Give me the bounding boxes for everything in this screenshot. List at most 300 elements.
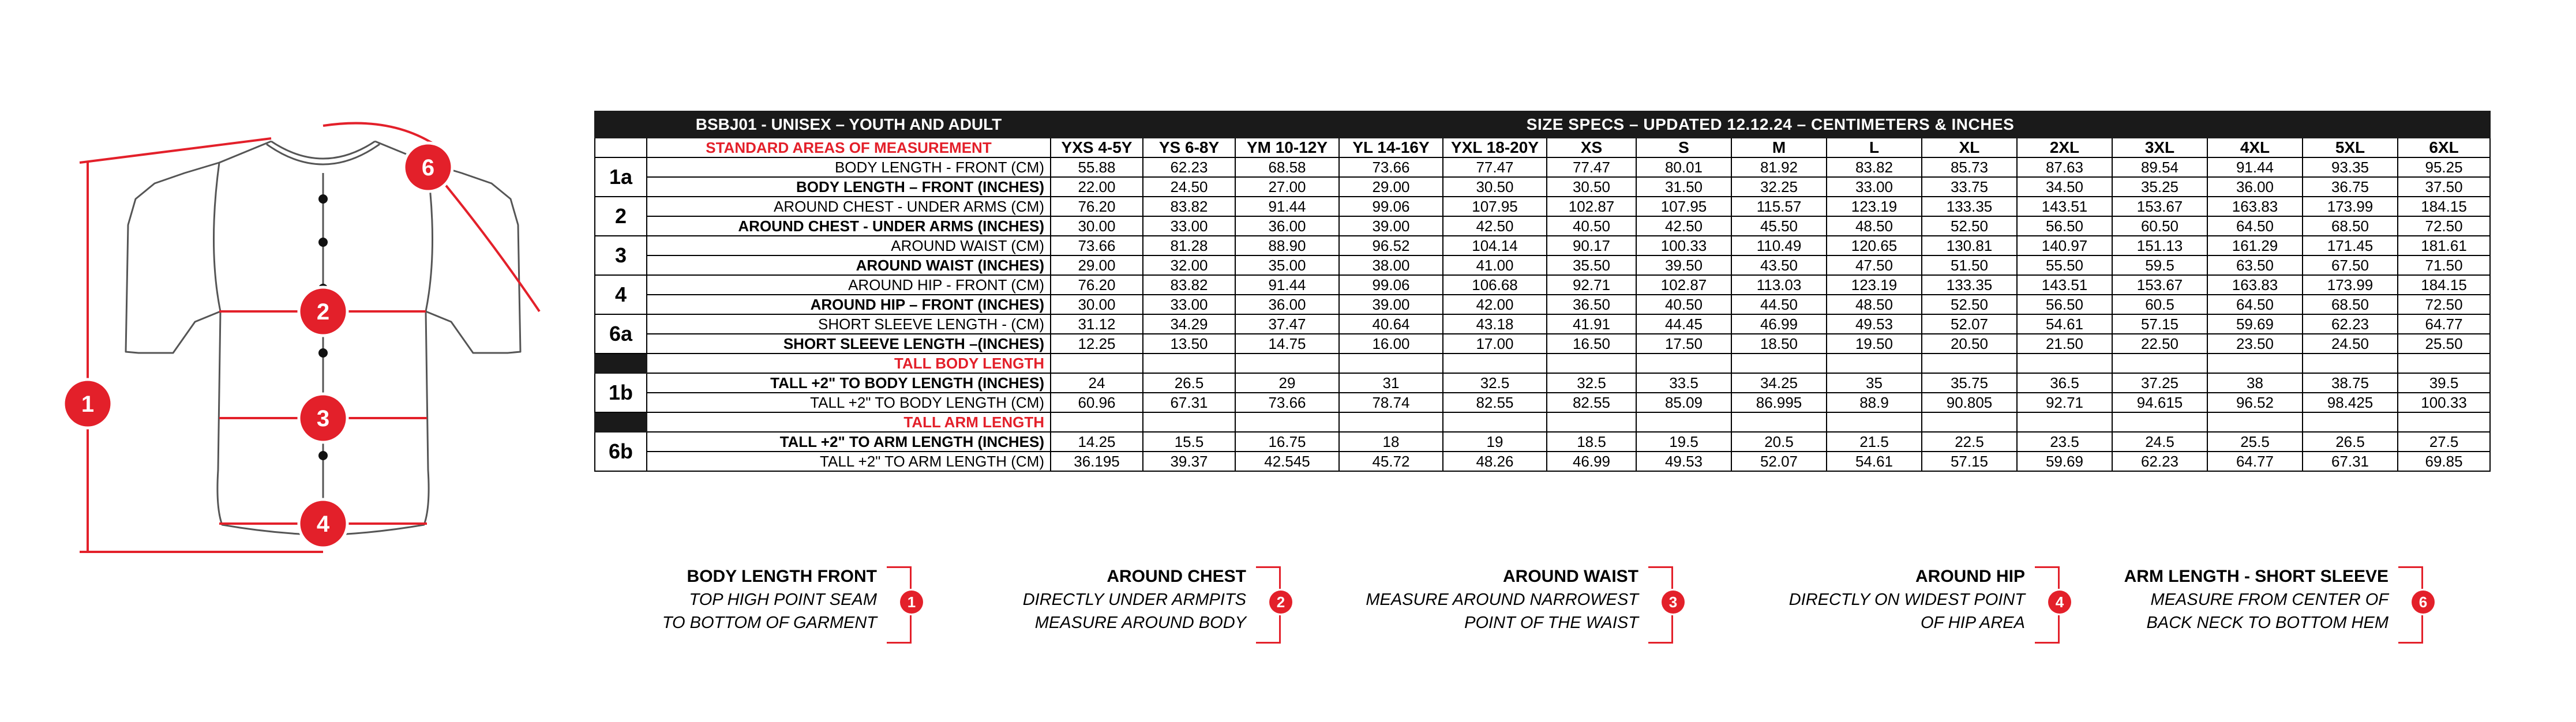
value-cell: 35 bbox=[1827, 373, 1922, 393]
row-label: TALL +2" TO ARM LENGTH (INCHES) bbox=[647, 432, 1051, 452]
value-cell: 30.50 bbox=[1547, 177, 1636, 197]
value-cell: 67.31 bbox=[1143, 393, 1235, 412]
value-cell: 184.15 bbox=[2398, 197, 2490, 216]
value-cell: 42.545 bbox=[1235, 452, 1339, 471]
value-cell: 39.00 bbox=[1339, 216, 1443, 236]
value-cell: 47.50 bbox=[1827, 255, 1922, 275]
value-cell: 27.5 bbox=[2398, 432, 2490, 452]
table-row bbox=[595, 255, 2490, 275]
empty-cell bbox=[1339, 354, 1443, 373]
empty-cell bbox=[1051, 412, 1143, 432]
legend-title: AROUND WAIST bbox=[1503, 567, 1638, 586]
value-cell: 93.35 bbox=[2303, 157, 2398, 177]
value-cell: 18.5 bbox=[1547, 432, 1636, 452]
value-cell: 99.06 bbox=[1339, 275, 1443, 295]
row-label: AROUND CHEST - UNDER ARMS (INCHES) bbox=[647, 216, 1051, 236]
value-cell: 60.96 bbox=[1051, 393, 1143, 412]
legend-around-chest bbox=[1015, 565, 1292, 646]
value-cell: 123.19 bbox=[1827, 275, 1922, 295]
value-cell: 33.00 bbox=[1143, 295, 1235, 314]
row-label: SHORT SLEEVE LENGTH - (CM) bbox=[647, 314, 1051, 334]
value-cell: 76.20 bbox=[1051, 275, 1143, 295]
value-cell: 22.00 bbox=[1051, 177, 1143, 197]
row-label: SHORT SLEEVE LENGTH –(INCHES) bbox=[647, 334, 1051, 354]
legend-arm-length bbox=[2123, 565, 2435, 646]
value-cell: 123.19 bbox=[1827, 197, 1922, 216]
table-row bbox=[595, 452, 2490, 471]
value-cell: 153.67 bbox=[2112, 275, 2207, 295]
value-cell: 151.13 bbox=[2112, 236, 2207, 255]
value-cell: 43.18 bbox=[1443, 314, 1547, 334]
table-row bbox=[595, 393, 2490, 412]
value-cell: 18.50 bbox=[1731, 334, 1827, 354]
value-cell: 39.5 bbox=[2398, 373, 2490, 393]
value-cell: 37.25 bbox=[2112, 373, 2207, 393]
empty-cell bbox=[2017, 412, 2112, 432]
value-cell: 133.35 bbox=[1922, 197, 2017, 216]
value-cell: 55.88 bbox=[1051, 157, 1143, 177]
value-cell: 33.75 bbox=[1922, 177, 2017, 197]
empty-cell bbox=[1339, 412, 1443, 432]
marker-1 bbox=[63, 379, 112, 428]
value-cell: 57.15 bbox=[1922, 452, 2017, 471]
size-header: 3XL bbox=[2112, 138, 2207, 157]
value-cell: 14.25 bbox=[1051, 432, 1143, 452]
value-cell: 173.99 bbox=[2303, 275, 2398, 295]
value-cell: 96.52 bbox=[2207, 393, 2303, 412]
value-cell: 31.50 bbox=[1636, 177, 1731, 197]
value-cell: 85.09 bbox=[1636, 393, 1731, 412]
value-cell: 59.5 bbox=[2112, 255, 2207, 275]
value-cell: 88.90 bbox=[1235, 236, 1339, 255]
row-label: AROUND HIP - FRONT (CM) bbox=[647, 275, 1051, 295]
empty-cell bbox=[1922, 412, 2017, 432]
group-label: 6b bbox=[595, 432, 647, 471]
value-cell: 21.50 bbox=[2017, 334, 2112, 354]
value-cell: 92.71 bbox=[2017, 393, 2112, 412]
empty-cell bbox=[1547, 354, 1636, 373]
value-cell: 18 bbox=[1339, 432, 1443, 452]
value-cell: 106.68 bbox=[1443, 275, 1547, 295]
value-cell: 31 bbox=[1339, 373, 1443, 393]
empty-cell bbox=[2207, 354, 2303, 373]
legend-number-badge: 3 bbox=[1662, 591, 1685, 614]
value-cell: 89.54 bbox=[2112, 157, 2207, 177]
value-cell: 39.37 bbox=[1143, 452, 1235, 471]
legend-title: ARM LENGTH - SHORT SLEEVE bbox=[2124, 567, 2388, 586]
legend-number-badge: 4 bbox=[2048, 591, 2071, 614]
value-cell: 62.23 bbox=[1143, 157, 1235, 177]
svg-text:6: 6 bbox=[421, 155, 435, 180]
value-cell: 33.5 bbox=[1636, 373, 1731, 393]
value-cell: 24 bbox=[1051, 373, 1143, 393]
value-cell: 69.85 bbox=[2398, 452, 2490, 471]
svg-text:3: 3 bbox=[316, 406, 330, 431]
value-cell: 62.23 bbox=[2112, 452, 2207, 471]
value-cell: 45.72 bbox=[1339, 452, 1443, 471]
size-header: 5XL bbox=[2303, 138, 2398, 157]
value-cell: 12.25 bbox=[1051, 334, 1143, 354]
size-header: XS bbox=[1547, 138, 1636, 157]
value-cell: 184.15 bbox=[2398, 275, 2490, 295]
value-cell: 40.50 bbox=[1636, 295, 1731, 314]
value-cell: 29 bbox=[1235, 373, 1339, 393]
value-cell: 63.50 bbox=[2207, 255, 2303, 275]
size-header: S bbox=[1636, 138, 1731, 157]
value-cell: 36.5 bbox=[2017, 373, 2112, 393]
legend-desc-line: TOP HIGH POINT SEAM bbox=[689, 591, 877, 609]
section-label: TALL ARM LENGTH bbox=[647, 412, 1051, 432]
value-cell: 36.00 bbox=[1235, 295, 1339, 314]
table-title-row bbox=[595, 111, 2490, 138]
empty-cell bbox=[2017, 354, 2112, 373]
value-cell: 81.28 bbox=[1143, 236, 1235, 255]
value-cell: 62.23 bbox=[2303, 314, 2398, 334]
value-cell: 48.50 bbox=[1827, 216, 1922, 236]
value-cell: 48.50 bbox=[1827, 295, 1922, 314]
value-cell: 83.82 bbox=[1143, 197, 1235, 216]
value-cell: 104.14 bbox=[1443, 236, 1547, 255]
legend-around-hip bbox=[1748, 565, 2071, 646]
empty-cell bbox=[2398, 412, 2490, 432]
value-cell: 71.50 bbox=[2398, 255, 2490, 275]
value-cell: 73.66 bbox=[1051, 236, 1143, 255]
value-cell: 52.50 bbox=[1922, 295, 2017, 314]
row-label: TALL +2" TO BODY LENGTH (INCHES) bbox=[647, 373, 1051, 393]
value-cell: 37.50 bbox=[2398, 177, 2490, 197]
legend-desc-line: MEASURE FROM CENTER OF bbox=[2150, 591, 2388, 609]
size-header: YS 6-8Y bbox=[1143, 138, 1235, 157]
legend-desc-line: DIRECTLY UNDER ARMPITS bbox=[1022, 591, 1246, 609]
value-cell: 64.50 bbox=[2207, 216, 2303, 236]
value-cell: 82.55 bbox=[1547, 393, 1636, 412]
value-cell: 36.195 bbox=[1051, 452, 1143, 471]
value-cell: 98.425 bbox=[2303, 393, 2398, 412]
value-cell: 67.31 bbox=[2303, 452, 2398, 471]
row-label: BODY LENGTH – FRONT (INCHES) bbox=[647, 177, 1051, 197]
empty-cell bbox=[2398, 354, 2490, 373]
value-cell: 25.5 bbox=[2207, 432, 2303, 452]
value-cell: 26.5 bbox=[2303, 432, 2398, 452]
value-cell: 52.07 bbox=[1731, 452, 1827, 471]
empty-cell bbox=[2303, 412, 2398, 432]
value-cell: 81.92 bbox=[1731, 157, 1827, 177]
value-cell: 83.82 bbox=[1827, 157, 1922, 177]
value-cell: 30.00 bbox=[1051, 295, 1143, 314]
group-cell-dark bbox=[595, 354, 647, 373]
table-row bbox=[595, 432, 2490, 452]
value-cell: 49.53 bbox=[1636, 452, 1731, 471]
value-cell: 77.47 bbox=[1443, 157, 1547, 177]
group-label: 6a bbox=[595, 314, 647, 354]
group-label: 2 bbox=[595, 197, 647, 236]
table-row bbox=[595, 157, 2490, 177]
value-cell: 78.74 bbox=[1339, 393, 1443, 412]
value-cell: 48.26 bbox=[1443, 452, 1547, 471]
value-cell: 64.50 bbox=[2207, 295, 2303, 314]
value-cell: 17.50 bbox=[1636, 334, 1731, 354]
empty-cell bbox=[1235, 412, 1339, 432]
value-cell: 96.52 bbox=[1339, 236, 1443, 255]
row-label: TALL +2" TO BODY LENGTH (CM) bbox=[647, 393, 1051, 412]
value-cell: 64.77 bbox=[2398, 314, 2490, 334]
value-cell: 102.87 bbox=[1547, 197, 1636, 216]
marker-2 bbox=[299, 287, 347, 336]
empty-cell bbox=[1636, 354, 1731, 373]
value-cell: 44.50 bbox=[1731, 295, 1827, 314]
value-cell: 39.50 bbox=[1636, 255, 1731, 275]
empty-cell bbox=[1731, 412, 1827, 432]
value-cell: 34.29 bbox=[1143, 314, 1235, 334]
value-cell: 54.61 bbox=[2017, 314, 2112, 334]
value-cell: 120.65 bbox=[1827, 236, 1922, 255]
value-cell: 38.00 bbox=[1339, 255, 1443, 275]
value-cell: 90.805 bbox=[1922, 393, 2017, 412]
size-header-row bbox=[595, 138, 2490, 157]
table-title-left: BSBJ01 - UNISEX – YOUTH AND ADULT bbox=[647, 111, 1051, 138]
value-cell: 46.99 bbox=[1547, 452, 1636, 471]
value-cell: 56.50 bbox=[2017, 216, 2112, 236]
value-cell: 163.83 bbox=[2207, 275, 2303, 295]
value-cell: 67.50 bbox=[2303, 255, 2398, 275]
value-cell: 45.50 bbox=[1731, 216, 1827, 236]
legend-desc-line: MEASURE AROUND NARROWEST bbox=[1366, 591, 1638, 609]
value-cell: 33.00 bbox=[1143, 216, 1235, 236]
value-cell: 60.5 bbox=[2112, 295, 2207, 314]
marker-6 bbox=[404, 143, 452, 191]
value-cell: 21.5 bbox=[1827, 432, 1922, 452]
empty-cell bbox=[2303, 354, 2398, 373]
value-cell: 143.51 bbox=[2017, 275, 2112, 295]
row-label: AROUND WAIST (CM) bbox=[647, 236, 1051, 255]
value-cell: 44.45 bbox=[1636, 314, 1731, 334]
table-row bbox=[595, 177, 2490, 197]
value-cell: 171.45 bbox=[2303, 236, 2398, 255]
value-cell: 55.50 bbox=[2017, 255, 2112, 275]
section-row-tall-body bbox=[595, 354, 2490, 373]
empty-cell bbox=[1827, 412, 1922, 432]
legend-body-length bbox=[662, 565, 923, 646]
value-cell: 99.06 bbox=[1339, 197, 1443, 216]
value-cell: 100.33 bbox=[1636, 236, 1731, 255]
value-cell: 36.00 bbox=[2207, 177, 2303, 197]
empty-cell bbox=[1051, 354, 1143, 373]
value-cell: 68.58 bbox=[1235, 157, 1339, 177]
empty-cell bbox=[2207, 412, 2303, 432]
value-cell: 64.77 bbox=[2207, 452, 2303, 471]
empty-cell bbox=[1731, 354, 1827, 373]
value-cell: 36.00 bbox=[1235, 216, 1339, 236]
empty-cell bbox=[1143, 412, 1235, 432]
value-cell: 51.50 bbox=[1922, 255, 2017, 275]
value-cell: 41.91 bbox=[1547, 314, 1636, 334]
legend-desc-line: MEASURE AROUND BODY bbox=[1034, 614, 1246, 632]
value-cell: 32.00 bbox=[1143, 255, 1235, 275]
legend-desc-line: POINT OF THE WAIST bbox=[1464, 614, 1638, 632]
value-cell: 30.00 bbox=[1051, 216, 1143, 236]
row-label: AROUND CHEST - UNDER ARMS (CM) bbox=[647, 197, 1051, 216]
size-header: 6XL bbox=[2398, 138, 2490, 157]
value-cell: 52.50 bbox=[1922, 216, 2017, 236]
value-cell: 13.50 bbox=[1143, 334, 1235, 354]
svg-text:1: 1 bbox=[81, 392, 95, 417]
table-row bbox=[595, 314, 2490, 334]
row-label: AROUND HIP – FRONT (INCHES) bbox=[647, 295, 1051, 314]
row-label: AROUND WAIST (INCHES) bbox=[647, 255, 1051, 275]
value-cell: 91.44 bbox=[1235, 197, 1339, 216]
value-cell: 72.50 bbox=[2398, 295, 2490, 314]
value-cell: 24.5 bbox=[2112, 432, 2207, 452]
value-cell: 32.5 bbox=[1443, 373, 1547, 393]
value-cell: 22.50 bbox=[2112, 334, 2207, 354]
value-cell: 91.44 bbox=[1235, 275, 1339, 295]
size-header: M bbox=[1731, 138, 1827, 157]
legend-title: AROUND CHEST bbox=[1107, 567, 1246, 586]
marker-4 bbox=[299, 499, 347, 548]
value-cell: 56.50 bbox=[2017, 295, 2112, 314]
table-row bbox=[595, 334, 2490, 354]
size-header: 4XL bbox=[2207, 138, 2303, 157]
value-cell: 82.55 bbox=[1443, 393, 1547, 412]
section-row-tall-arm bbox=[595, 412, 2490, 432]
value-cell: 20.50 bbox=[1922, 334, 2017, 354]
value-cell: 57.15 bbox=[2112, 314, 2207, 334]
empty-cell bbox=[1443, 354, 1547, 373]
value-cell: 19.50 bbox=[1827, 334, 1922, 354]
legend-desc-line: OF HIP AREA bbox=[1920, 614, 2025, 632]
group-label: 3 bbox=[595, 236, 647, 275]
value-cell: 32.5 bbox=[1547, 373, 1636, 393]
value-cell: 49.53 bbox=[1827, 314, 1922, 334]
value-cell: 59.69 bbox=[2207, 314, 2303, 334]
value-cell: 25.50 bbox=[2398, 334, 2490, 354]
value-cell: 37.47 bbox=[1235, 314, 1339, 334]
size-header: YM 10-12Y bbox=[1235, 138, 1339, 157]
size-header: XL bbox=[1922, 138, 2017, 157]
value-cell: 40.64 bbox=[1339, 314, 1443, 334]
value-cell: 73.66 bbox=[1235, 393, 1339, 412]
value-cell: 39.00 bbox=[1339, 295, 1443, 314]
legend-around-waist bbox=[1344, 565, 1685, 646]
table-row bbox=[595, 216, 2490, 236]
legend-number-badge: 6 bbox=[2412, 591, 2435, 614]
value-cell: 46.99 bbox=[1731, 314, 1827, 334]
empty-cell bbox=[1636, 412, 1731, 432]
legend-title: AROUND HIP bbox=[1915, 567, 2025, 586]
value-cell: 85.73 bbox=[1922, 157, 2017, 177]
value-cell: 87.63 bbox=[2017, 157, 2112, 177]
legend-desc-line: BACK NECK TO BOTTOM HEM bbox=[2146, 614, 2388, 632]
value-cell: 41.00 bbox=[1443, 255, 1547, 275]
empty-cell bbox=[2112, 412, 2207, 432]
value-cell: 52.07 bbox=[1922, 314, 2017, 334]
empty-cell bbox=[1922, 354, 2017, 373]
legend-title: BODY LENGTH FRONT bbox=[687, 567, 877, 586]
value-cell: 76.20 bbox=[1051, 197, 1143, 216]
legend-number-badge: 1 bbox=[900, 591, 923, 614]
value-cell: 22.5 bbox=[1922, 432, 2017, 452]
table-row bbox=[595, 373, 2490, 393]
value-cell: 94.615 bbox=[2112, 393, 2207, 412]
value-cell: 92.71 bbox=[1547, 275, 1636, 295]
value-cell: 113.03 bbox=[1731, 275, 1827, 295]
value-cell: 88.9 bbox=[1827, 393, 1922, 412]
column-header-label: STANDARD AREAS OF MEASUREMENT bbox=[647, 138, 1051, 157]
value-cell: 16.00 bbox=[1339, 334, 1443, 354]
empty-cell bbox=[1143, 354, 1235, 373]
value-cell: 23.5 bbox=[2017, 432, 2112, 452]
table-row bbox=[595, 295, 2490, 314]
value-cell: 26.5 bbox=[1143, 373, 1235, 393]
value-cell: 27.00 bbox=[1235, 177, 1339, 197]
value-cell: 107.95 bbox=[1443, 197, 1547, 216]
empty-cell bbox=[1827, 354, 1922, 373]
group-label: 4 bbox=[595, 275, 647, 314]
size-header: 2XL bbox=[2017, 138, 2112, 157]
table-row bbox=[595, 275, 2490, 295]
value-cell: 107.95 bbox=[1636, 197, 1731, 216]
value-cell: 19 bbox=[1443, 432, 1547, 452]
value-cell: 14.75 bbox=[1235, 334, 1339, 354]
value-cell: 68.50 bbox=[2303, 295, 2398, 314]
value-cell: 54.61 bbox=[1827, 452, 1922, 471]
empty-cell bbox=[1235, 354, 1339, 373]
value-cell: 72.50 bbox=[2398, 216, 2490, 236]
value-cell: 15.5 bbox=[1143, 432, 1235, 452]
value-cell: 40.50 bbox=[1547, 216, 1636, 236]
value-cell: 42.50 bbox=[1443, 216, 1547, 236]
value-cell: 34.25 bbox=[1731, 373, 1827, 393]
size-header: L bbox=[1827, 138, 1922, 157]
value-cell: 33.00 bbox=[1827, 177, 1922, 197]
value-cell: 24.50 bbox=[2303, 334, 2398, 354]
value-cell: 140.97 bbox=[2017, 236, 2112, 255]
value-cell: 43.50 bbox=[1731, 255, 1827, 275]
value-cell: 173.99 bbox=[2303, 197, 2398, 216]
value-cell: 36.50 bbox=[1547, 295, 1636, 314]
value-cell: 34.50 bbox=[2017, 177, 2112, 197]
row-label: BODY LENGTH - FRONT (CM) bbox=[647, 157, 1051, 177]
value-cell: 17.00 bbox=[1443, 334, 1547, 354]
value-cell: 35.25 bbox=[2112, 177, 2207, 197]
empty-cell bbox=[2112, 354, 2207, 373]
value-cell: 60.50 bbox=[2112, 216, 2207, 236]
value-cell: 90.17 bbox=[1547, 236, 1636, 255]
value-cell: 29.00 bbox=[1051, 255, 1143, 275]
value-cell: 31.12 bbox=[1051, 314, 1143, 334]
size-spec-table bbox=[594, 111, 2491, 472]
legend-desc-line: DIRECTLY ON WIDEST POINT bbox=[1788, 591, 2025, 609]
section-label: TALL BODY LENGTH bbox=[647, 354, 1051, 373]
value-cell: 100.33 bbox=[2398, 393, 2490, 412]
value-cell: 35.50 bbox=[1547, 255, 1636, 275]
legend-desc-line: TO BOTTOM OF GARMENT bbox=[662, 614, 877, 632]
group-label: 1a bbox=[595, 157, 647, 197]
row-label: TALL +2" TO ARM LENGTH (CM) bbox=[647, 452, 1051, 471]
svg-text:2: 2 bbox=[316, 299, 330, 325]
value-cell: 42.00 bbox=[1443, 295, 1547, 314]
value-cell: 77.47 bbox=[1547, 157, 1636, 177]
value-cell: 73.66 bbox=[1339, 157, 1443, 177]
value-cell: 20.5 bbox=[1731, 432, 1827, 452]
table-row bbox=[595, 197, 2490, 216]
legend-number-badge: 2 bbox=[1269, 591, 1292, 614]
value-cell: 163.83 bbox=[2207, 197, 2303, 216]
value-cell: 91.44 bbox=[2207, 157, 2303, 177]
value-cell: 19.5 bbox=[1636, 432, 1731, 452]
value-cell: 115.57 bbox=[1731, 197, 1827, 216]
value-cell: 102.87 bbox=[1636, 275, 1731, 295]
